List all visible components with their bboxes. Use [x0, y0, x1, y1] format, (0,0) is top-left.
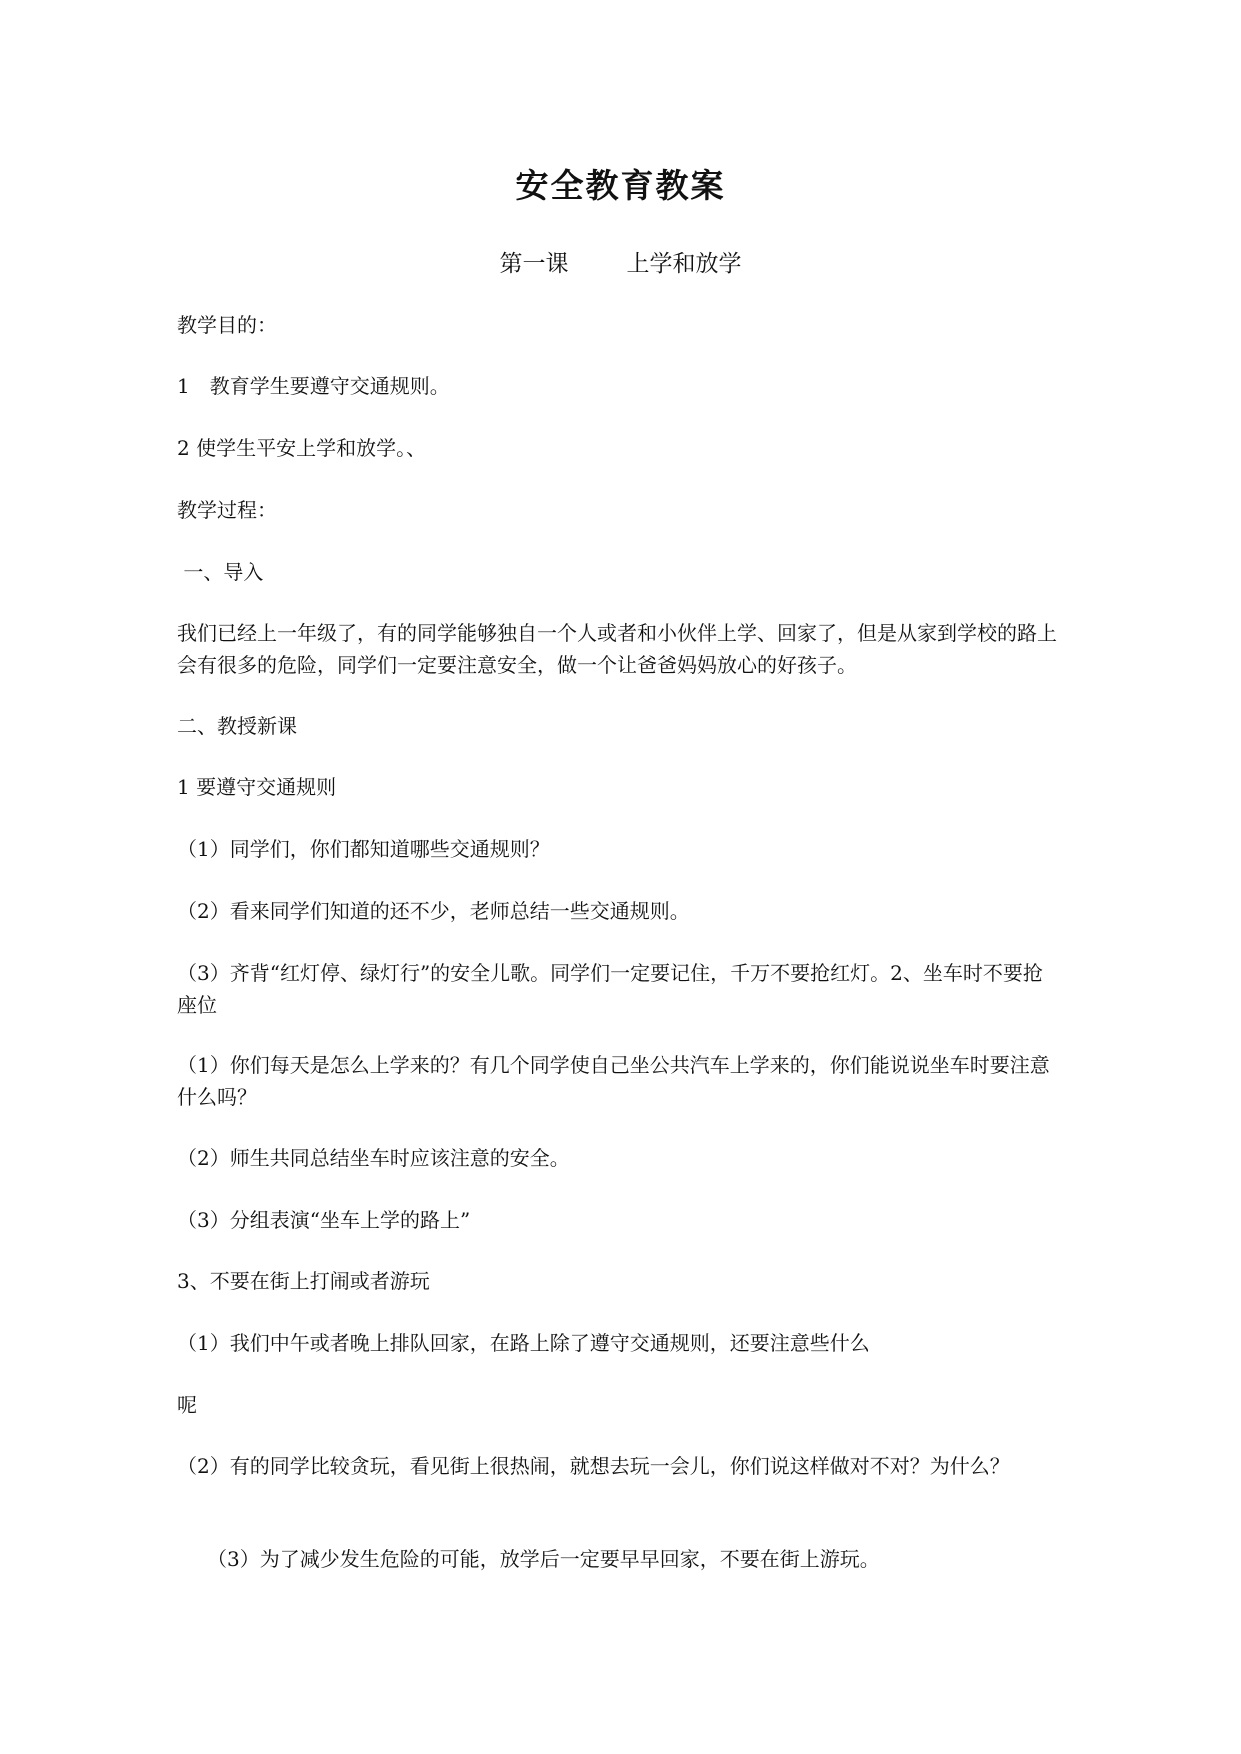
paragraph-process-heading: 教学过程：: [177, 498, 277, 522]
paragraph-point-2-item-3: （3）分组表演“坐车上学的路上”: [177, 1208, 471, 1232]
paragraph-point-1-item-2: （2）看来同学们知道的还不少，老师总结一些交通规则。: [177, 899, 690, 923]
lesson-topic: 上学和放学: [626, 251, 742, 277]
paragraph-point-2-item-2: （2）师生共同总结坐车时应该注意的安全。: [177, 1146, 570, 1170]
paragraph-section-intro: 一、导入: [177, 560, 264, 584]
lesson-number: 第一课: [499, 251, 569, 277]
paragraph-objectives-heading: 教学目的：: [177, 313, 277, 337]
paragraph-section-new-lesson: 二、教授新课: [177, 714, 297, 738]
paragraph-point-3: 3、不要在街上打闹或者游玩: [177, 1269, 430, 1293]
paragraph-point-3-item-3: （3）为了减少发生危险的可能，放学后一定要早早回家，不要在街上游玩。: [207, 1547, 880, 1571]
paragraph-point-3-item-1-tail: 呢: [177, 1393, 197, 1417]
paragraph-point-1-item-1: （1）同学们，你们都知道哪些交通规则？: [177, 837, 550, 861]
paragraph-objective-2: 2 使学生平安上学和放学。、: [177, 436, 427, 460]
document-title: 安全教育教案: [515, 166, 726, 205]
paragraph-point-3-item-2: （2）有的同学比较贪玩，看见街上很热闹，就想去玩一会儿，你们说这样做对不对？为什么？: [177, 1454, 1010, 1478]
lesson-subtitle: [0, 245, 1241, 278]
paragraph-intro-text: 我们已经上一年级了，有的同学能够独自一个人或者和小伙伴上学、回家了，但是从家到学校的路上会有很多的危险，同学们一定要注意安全，做一个让爸爸妈妈放心的好孩子。: [177, 621, 1057, 677]
paragraph-point-3-item-1: （1）我们中午或者晚上排队回家，在路上除了遵守交通规则，还要注意些什么: [177, 1331, 870, 1355]
paragraph-point-2-item-1: （1）你们每天是怎么上学来的？有几个同学使自己坐公共汽车上学来的，你们能说说坐车时要注意什么吗？: [177, 1053, 1050, 1109]
paragraph-point-1-item-3: （3）齐背“红灯停、绿灯行”的安全儿歌。同学们一定要记住，千万不要抢红灯。2、坐车时不要抢座位: [177, 961, 1043, 1017]
paragraph-objective-1: 1 教育学生要遵守交通规则。: [177, 374, 450, 398]
paragraph-point-1: 1 要遵守交通规则: [177, 775, 337, 799]
